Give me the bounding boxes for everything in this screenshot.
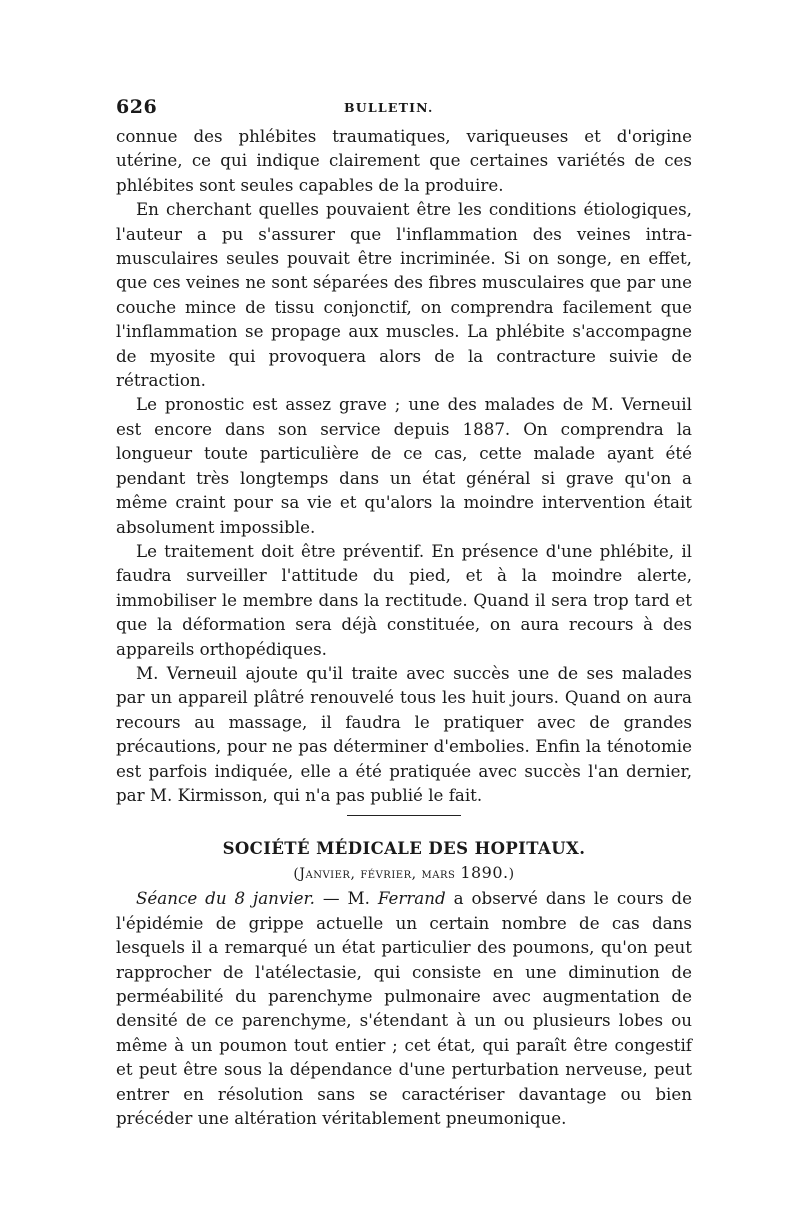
session-label: Séance du 8 janvier. xyxy=(136,888,315,909)
section-divider xyxy=(347,815,461,816)
document-page xyxy=(116,96,692,1130)
dates-open-paren: ( xyxy=(293,866,300,883)
paragraph-continuation: connue des phlébites traumatiques, variqueuses et d'origine utérine, ce qui indique clairement que certaines variétés de ces phlébites sont seules capables de la produire. xyxy=(116,126,692,195)
paragraph-etiology: En cherchant quelles pouvaient être les conditions étiologiques, l'auteur a pu s'assurer que l'inflammation des veines intra-musculaires seules pouvait être incriminée. Si on songe, en effet, que ces veines ne sont séparées des fibres musculaires que par une couche mince de tissu conjonctif, on comprendra facilement que l'inflammation se propage aux muscles. La phlébite s'accompagne de myosite qui provoquera alors de la contracture suivie de rétraction. xyxy=(116,199,692,391)
running-title: BULLETIN. xyxy=(344,100,434,115)
running-head xyxy=(116,96,692,124)
session-dash: — M. xyxy=(314,888,378,909)
page-number: 626 xyxy=(116,96,158,118)
session-text: a observé dans le cours de l'épidémie de grippe actuelle un certain nombre de cas dans lesquels il a remarqué un état particulier des poumons, qu'on peut rapprocher de l'atélectasie, qui consiste en une diminution de perméabilité du parenchyme pulmonaire avec augmentation de densité de ce parenchyme, s'étendant à un ou plusieurs lobes ou même à un poumon tout entier ; cet état, qui paraît être congestif et peut être sous la dépendance d'une perturbation nerveuse, peut entrer en résolution sans se caractériser davantage ou bien précéder une altération véritablement pneumonique. xyxy=(116,888,692,1129)
paragraph-prognosis: Le pronostic est assez grave ; une des malades de M. Verneuil est encore dans son service depuis 1887. On comprendra la longueur toute particulière de ce cas, cette malade ayant été pendant très longtemps dans un état général si grave qu'on a même craint pour sa vie et qu'alors la moindre intervention était absolument impossible. xyxy=(116,394,692,537)
dates-months: Janvier, février, mars xyxy=(299,866,456,883)
paragraph-treatment: Le traitement doit être préventif. En présence d'une phlébite, il faudra surveiller l'attitude du pied, et à la moindre alerte, immobiliser le membre dans la rectitude. Quand il sera trop tard et que la déformation sera déjà constituée, on aura recours à des appareils orthopédiques. xyxy=(116,540,692,659)
paragraph-verneuil: M. Verneuil ajoute qu'il traite avec succès une de ses malades par un appareil plâtré renouvelé tous les huit jours. Quand on aura recours au massage, il faudra le pratiquer avec de grandes précautions, pour ne pas déterminer d'embolies. Enfin la ténotomie est parfois indiquée, elle a été pratiquée avec succès l'an dernier, par M. Kirmisson, qui n'a pas publié le fait. xyxy=(116,662,692,805)
dates-year: 1890. xyxy=(460,863,509,883)
section-title: SOCIÉTÉ MÉDICALE DES HOPITAUX. xyxy=(222,839,586,859)
session-author: Ferrand xyxy=(377,888,446,909)
paragraph-session xyxy=(116,886,692,1130)
section-dates xyxy=(116,863,692,884)
dates-close-paren: ) xyxy=(508,866,515,883)
